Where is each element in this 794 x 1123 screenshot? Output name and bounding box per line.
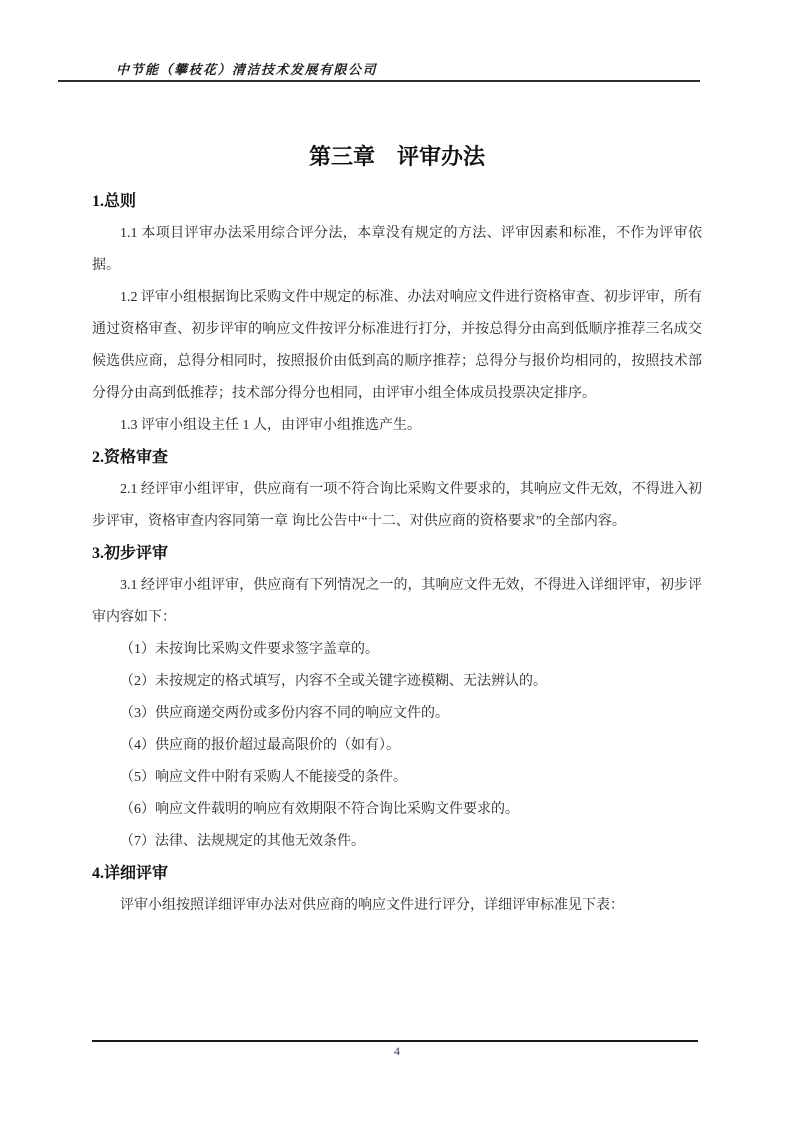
- section-detailed-review: [92, 858, 702, 922]
- header-company-name: 中节能（攀枝花）清洁技术发展有限公司: [116, 62, 378, 77]
- paragraph-2-1: 2.1 经评审小组评审，供应商有一项不符合询比采购文件要求的，其响应文件无效，不得进入初步评审，资格审查内容同第一章 询比公告中“十二、对供应商的资格要求”的全部内容。: [92, 482, 702, 529]
- document-body: [92, 140, 702, 922]
- page-number: 4: [394, 1044, 400, 1058]
- chapter-title: 第三章 评审办法: [308, 144, 485, 169]
- paragraph-1-1: 1.1 本项目评审办法采用综合评分法，本章没有规定的方法、评审因素和标准，不作为评审依据。: [92, 226, 702, 273]
- list-item-5: （5）响应文件中附有采购人不能接受的条件。: [120, 770, 407, 785]
- footer-rule: [92, 1040, 698, 1042]
- paragraph-1-2: 1.2 评审小组根据询比采购文件中规定的标准、办法对响应文件进行资格审查、初步评审，所有通过资格审查、初步评审的响应文件按评分标准进行打分，并按总得分由高到低顺序推荐三名成交候选供应商，总得分相同时，按照报价由低到高的顺序推荐；总得分与报价均相同的，按照技术部分得分由高到低推荐；技术部分得分也相同，由评审小组全体成员投票决定排序。: [92, 290, 702, 401]
- section-qualification-review: [92, 442, 702, 538]
- header-rule: [58, 80, 700, 82]
- list-item-3: （3）供应商递交两份或多份内容不同的响应文件的。: [120, 706, 449, 721]
- list-item-2: （2）未按规定的格式填写，内容不全或关键字迹模糊、无法辨认的。: [120, 674, 547, 689]
- section-heading-preliminary-review: 3.初步评审: [92, 545, 169, 562]
- paragraph-1-3: 1.3 评审小组设主任 1 人，由评审小组推选产生。: [120, 418, 421, 433]
- list-item-7: （7）法律、法规规定的其他无效条件。: [120, 834, 365, 849]
- paragraph-3-1: 3.1 经评审小组评审，供应商有下列情况之一的，其响应文件无效，不得进入详细评审，初步评审内容如下：: [92, 578, 702, 625]
- list-item-1: （1）未按询比采购文件要求签字盖章的。: [120, 642, 379, 657]
- list-item-4: （4）供应商的报价超过最高限价的（如有）。: [120, 738, 400, 753]
- section-heading-qualification-review: 2.资格审查: [92, 449, 169, 466]
- section-general-rules: [92, 186, 702, 442]
- section-heading-general-rules: 1.总则: [92, 193, 137, 210]
- section-heading-detailed-review: 4.详细评审: [92, 865, 169, 882]
- list-item-6: （6）响应文件载明的响应有效期限不符合询比采购文件要求的。: [120, 802, 519, 817]
- paragraph-4-intro: 评审小组按照详细评审办法对供应商的响应文件进行评分，详细评审标准见下表：: [120, 898, 624, 913]
- section-preliminary-review: [92, 538, 702, 858]
